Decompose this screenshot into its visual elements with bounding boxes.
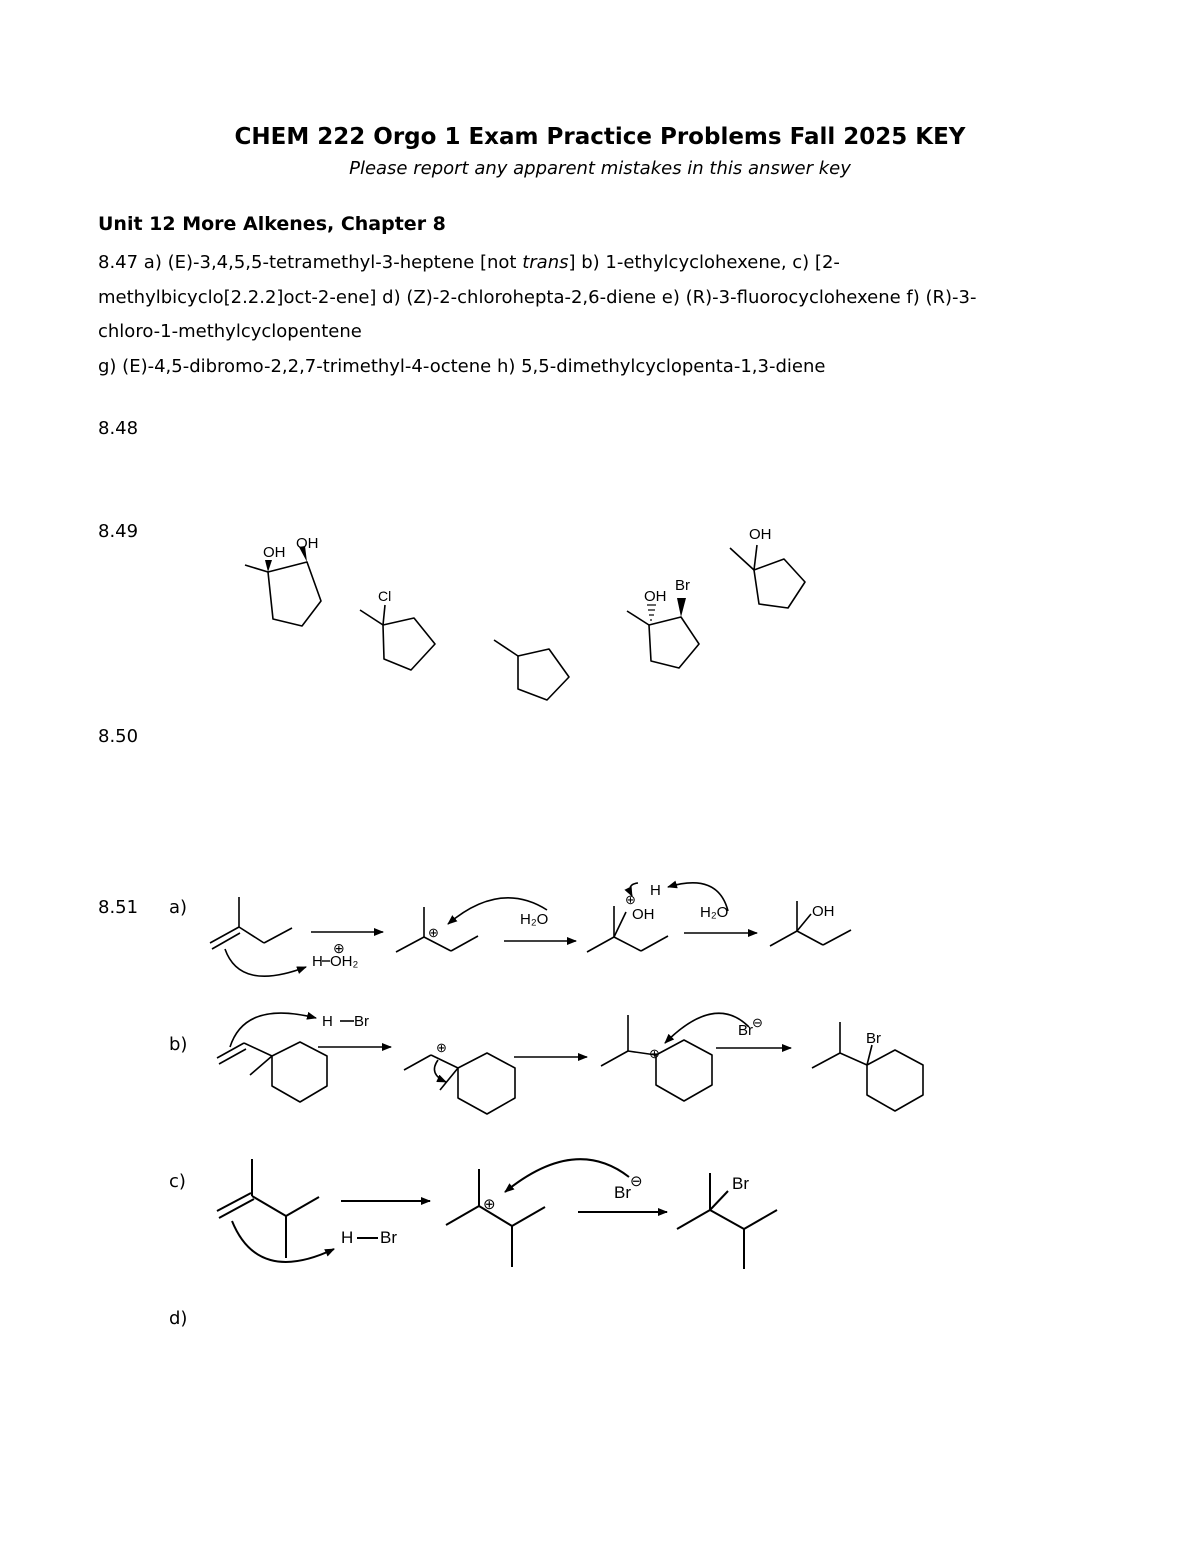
answer-8-47-line3: chloro-1-methylcyclopentene	[98, 321, 362, 342]
part-d-label: d)	[169, 1308, 188, 1329]
answer-8-47-line2: methylbicyclo[2.2.2]oct-2-ene] d) (Z)-2-chlorohepta-2,6-diene e) (R)-3-fluorocyclohexene f) (R)-3-	[98, 286, 977, 308]
answer-8-47-line4: g) (E)-4,5-dibromo-2,2,7-trimethyl-4-octene h) 5,5-dimethylcyclopenta-1,3-diene	[98, 355, 826, 377]
br-label: Br	[675, 577, 690, 594]
h2o-label: H₂O	[700, 904, 729, 921]
reaction-c	[217, 1159, 777, 1269]
br-label: Br	[866, 1030, 881, 1047]
h-label: H	[322, 1013, 333, 1030]
wedge-bond	[677, 598, 686, 617]
br-label: Br	[354, 1013, 369, 1030]
h-label: H	[341, 1228, 354, 1247]
molecule-methylcyclopentane	[494, 640, 569, 700]
part-c-label: c)	[169, 1171, 186, 1192]
oh-label: OH	[296, 535, 319, 552]
cl-label: Cl	[378, 588, 392, 604]
question-8-48-label: 8.48	[98, 418, 139, 439]
question-8-49-label: 8.49	[98, 521, 139, 542]
oh-label: OH	[812, 903, 835, 920]
minus-charge: ⊖	[752, 1015, 763, 1030]
plus-charge: ⊕	[333, 940, 345, 956]
page-title: CHEM 222 Orgo 1 Exam Practice Problems Fall 2025 KEY	[234, 124, 966, 150]
br-label: Br	[380, 1228, 397, 1247]
plus-charge: ⊕	[625, 892, 636, 907]
wedge-bond	[265, 560, 272, 572]
h2o-label: H₂O	[520, 911, 549, 928]
part-b-label: b)	[169, 1034, 188, 1055]
br-label: Br	[732, 1174, 749, 1193]
plus-charge: ⊕	[436, 1040, 447, 1055]
plus-charge: ⊕	[428, 925, 439, 940]
br-label: Br	[738, 1022, 753, 1039]
page-subtitle: Please report any apparent mistakes in this answer key	[349, 158, 851, 179]
molecule-bromohydrin	[627, 611, 699, 668]
question-8-50-label: 8.50	[98, 726, 139, 747]
h-label: H	[650, 882, 661, 899]
minus-charge: ⊖	[630, 1173, 643, 1190]
oh2-label: OH₂	[330, 953, 359, 970]
plus-charge: ⊕	[649, 1046, 660, 1061]
oh-label: OH	[749, 526, 772, 543]
unit-heading: Unit 12 More Alkenes, Chapter 8	[98, 213, 446, 235]
h-label: H	[312, 953, 323, 970]
oh-label: OH	[632, 906, 655, 923]
answer-8-47-line1: 8.47 a) (E)-3,4,5,5-tetramethyl-3-heptene [not trans] b) 1-ethylcyclohexene, c) [2-	[98, 252, 840, 273]
plus-charge: ⊕	[483, 1196, 496, 1213]
oh-label: OH	[263, 544, 286, 561]
hash-bond	[647, 605, 656, 620]
oh-label: OH	[644, 588, 667, 605]
reaction-a	[210, 883, 851, 976]
part-a-label: a)	[169, 897, 188, 918]
question-8-51-label: 8.51	[98, 897, 139, 918]
br-label: Br	[614, 1183, 631, 1202]
molecule-chloro-methylcyclopentane	[360, 605, 435, 670]
molecule-methylcyclopentanol	[730, 545, 805, 608]
trans-word: trans	[522, 252, 569, 273]
molecule-diol	[245, 562, 321, 626]
